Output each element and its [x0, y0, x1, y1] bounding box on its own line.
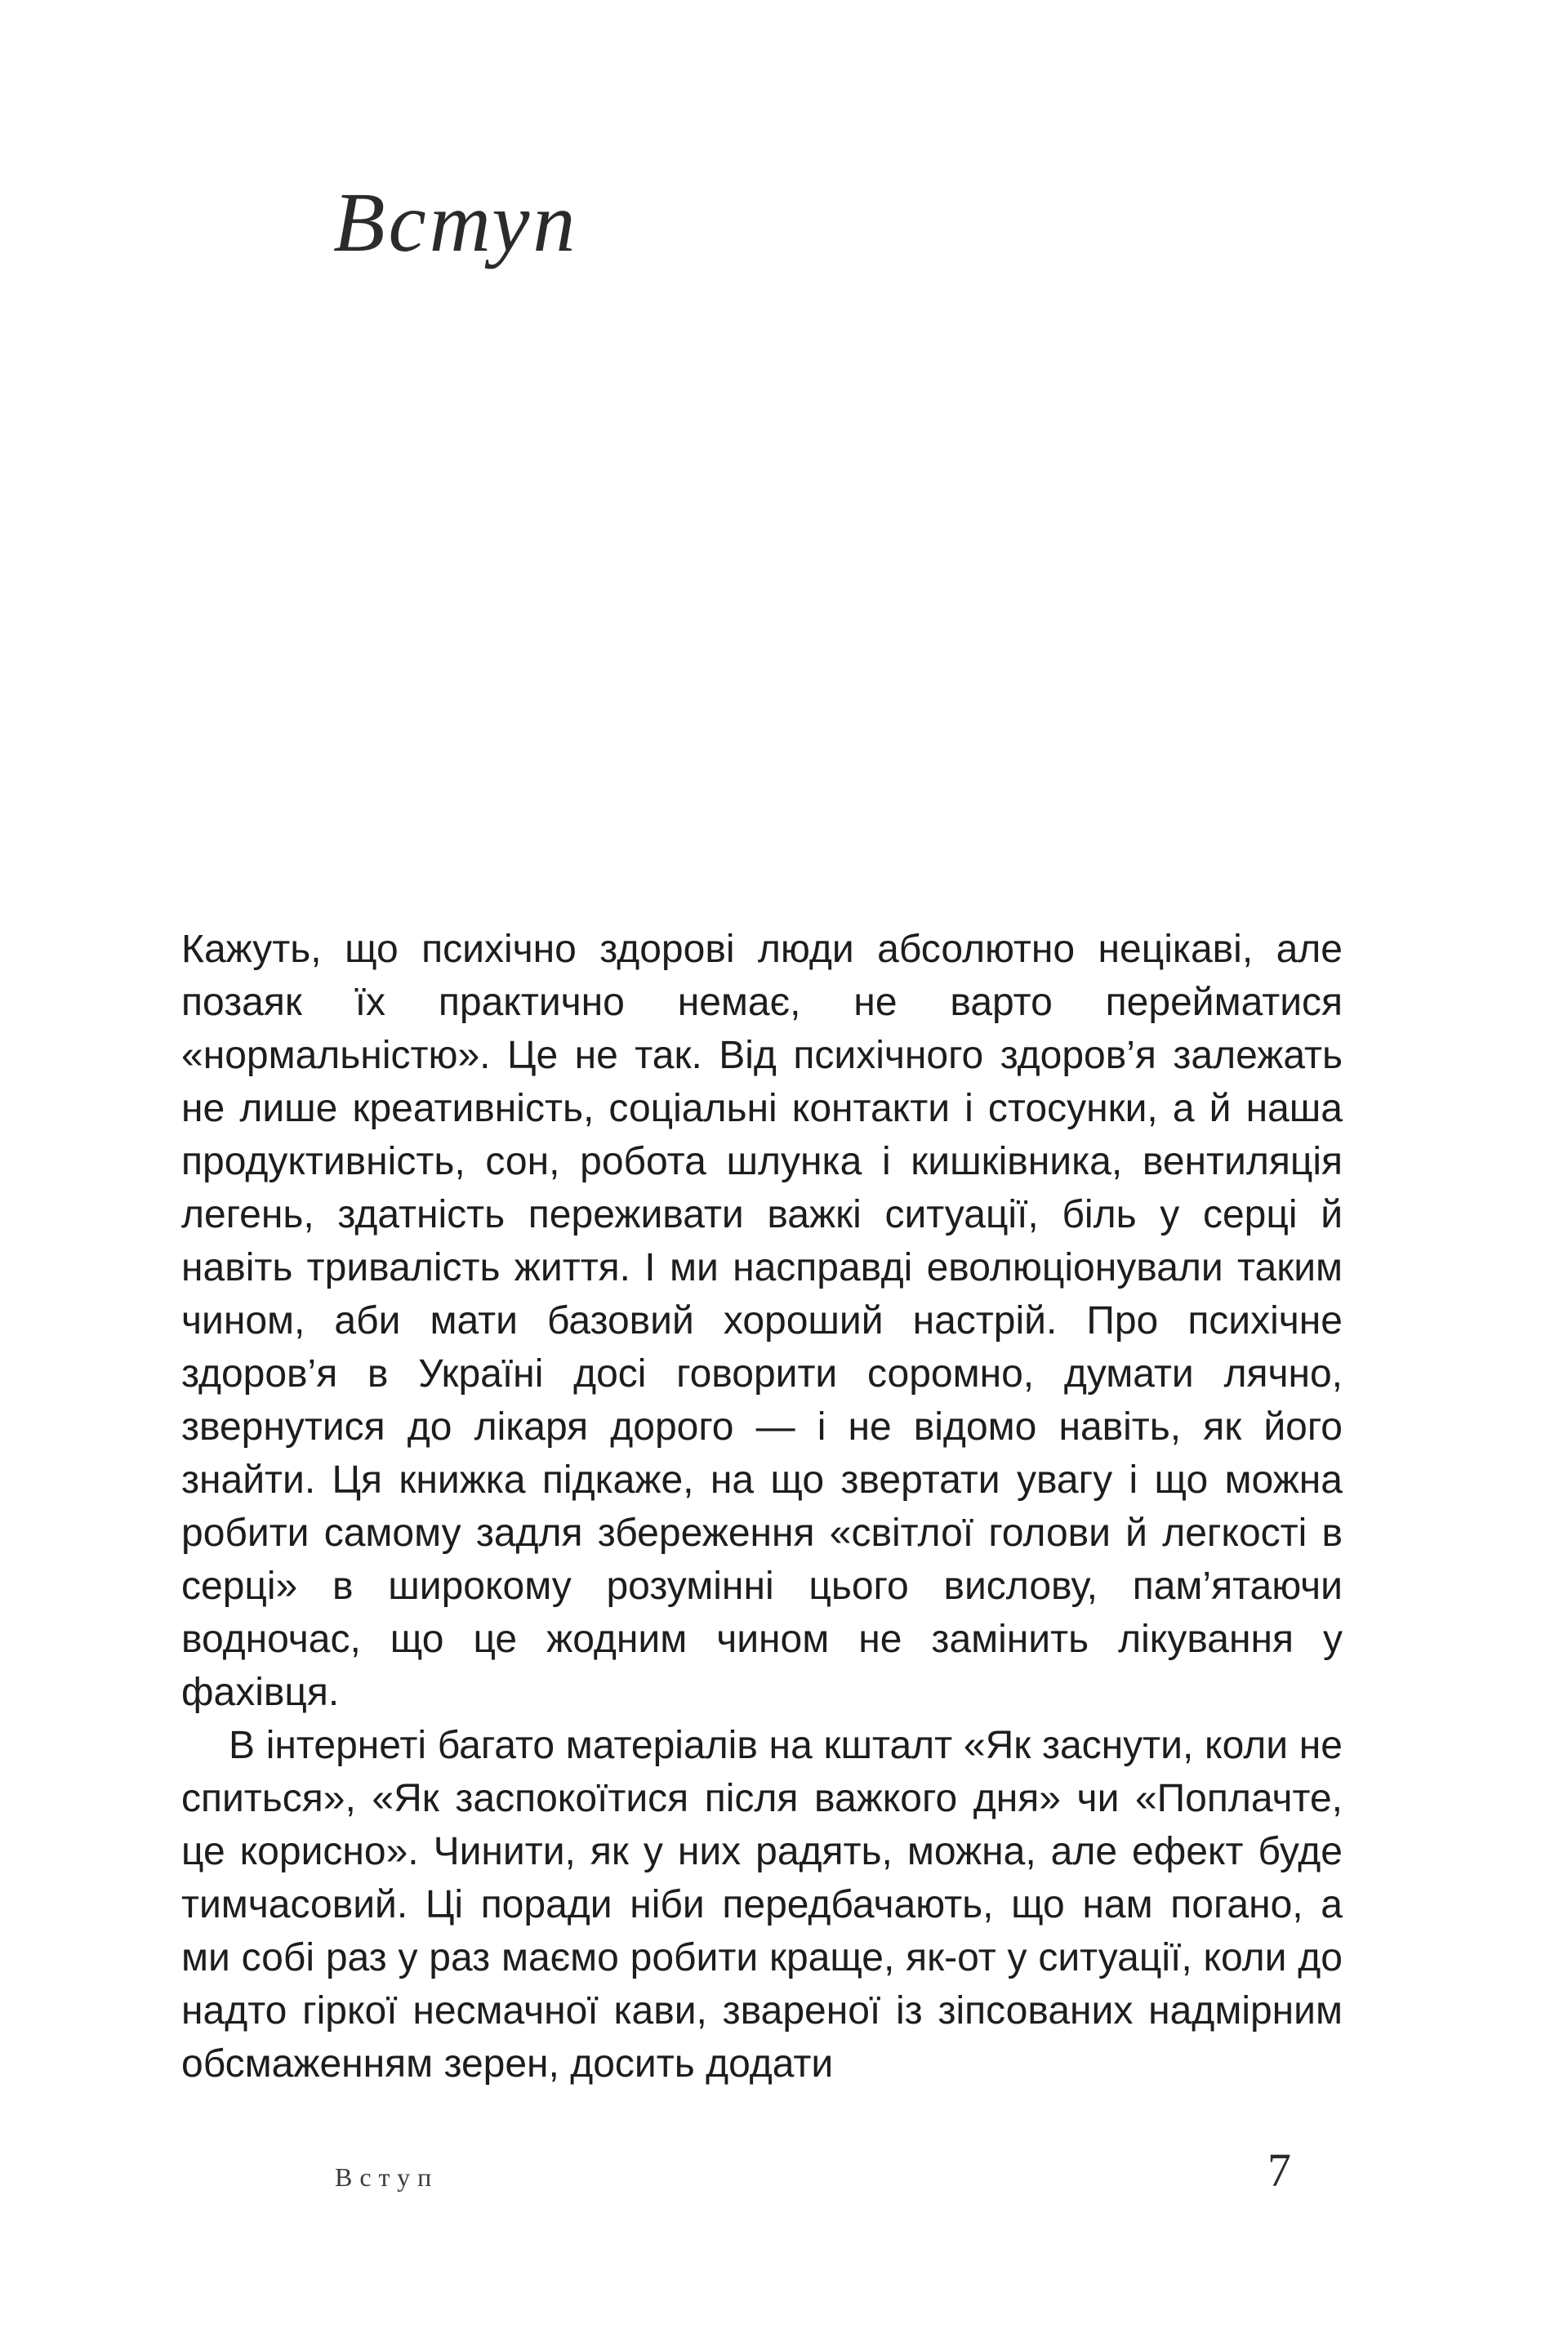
paragraph: Кажуть, що психічно здорові люди абсолютно нецікаві, але позаяк їх практично немає, не варто перейматися «нормальністю». Це не так. Від психічного здоров’я залежать не лише креативність, соціальні контакти і стосунки, а й наша продуктивність, сон, робота шлунка і кишківника, вентиляція легень, здатність переживати важкі ситуації, біль у серці й навіть тривалість життя. І ми насправді еволюціонували таким чином, аби мати базовий хороший настрій. Про психічне здоров’я в Україні досі говорити соромно, думати лячно, звернутися до лікаря дорого — і не відомо навіть, як його знайти. Ця книжка підкаже, на що звертати увагу і що можна робити самому задля збереження «світлої голови й легкості в серці» в широкому розумінні цього вислову, пам’ятаючи водночас, що це жодним чином не замінить лікування у фахівця. [181, 928, 1343, 1714]
paragraph: В інтернеті багато матеріалів на кшталт «Як заснути, коли не спиться», «Як заспокоїтися після важкого дня» чи «Поплачте, це корисно». Чинити, як у них радять, можна, але ефект буде тимчасовий. Ці поради ніби передбачають, що нам погано, а ми собі раз у раз маємо робити краще, як-от у ситуації, коли до надто гіркої несмачної кави, звареної із зіпсованих надмірним обсмаженням зерен, досить додати [181, 1724, 1343, 2086]
chapter-title: Вступ [333, 176, 579, 269]
body-text [181, 923, 1343, 2091]
running-footer-chapter-label: Вступ [335, 2162, 439, 2192]
page-number: 7 [1267, 2144, 1291, 2197]
